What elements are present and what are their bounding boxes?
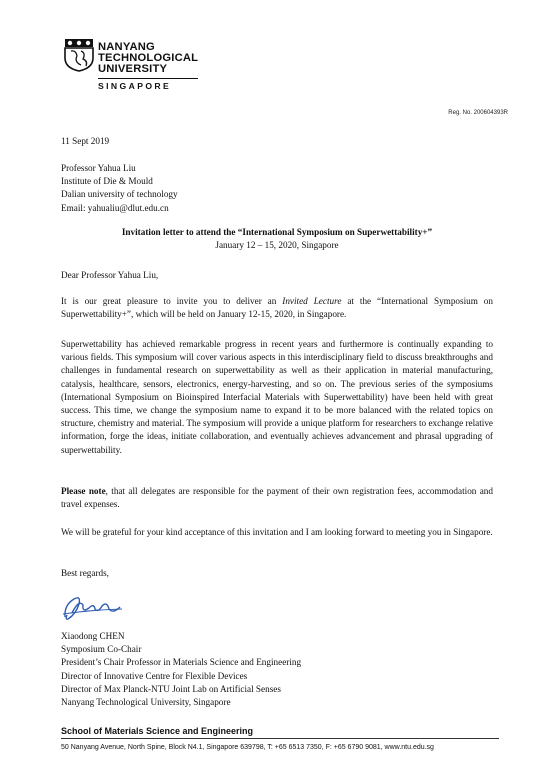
recipient-institute: Institute of Die & Mould: [61, 176, 153, 187]
footer-address: 50 Nanyang Avenue, North Spine, Block N4.1, Singapore 639798, T: +65 6513 7350, F: +65 6790 9081, www.ntu.edu.sg: [61, 744, 434, 751]
university-name-line1: NANYANG: [98, 41, 155, 53]
letter-title-dates: January 12 – 15, 2020, Singapore: [215, 240, 339, 251]
letter-title: [61, 226, 493, 252]
please-note-label: Please note: [61, 486, 106, 496]
paragraph-symposium-description: Superwettability has achieved remarkable progress in recent years and furthermore is continually expanding to various fields. This symposium will cover various aspects in this interdisciplinary field to discuss breakthroughs and challenges in fundamental research on superwettability as well as their application in material manufacturing, catalysis, healthcare, sensors, electronics, energy-harvesting, and so on. The previous series of the symposiums (International Symposium on Bioinspired Interfacial Materials with Superwettability) have been held with great success. This time, we change the symposium name to expand it to be more balanced with the related topics on structure, chemistry and material. The symposium will provide a unique platform for researchers to exchange relative information, forge the ideas, initiate collaboration, and eventually achieves advancement and phrasal upgrading of superwettability.: [61, 339, 493, 455]
letter-date: 11 Sept 2019: [61, 136, 110, 146]
paragraph-note-text: , that all delegates are responsible for the payment of their own registration fees, accommodation and travel expenses.: [61, 486, 493, 510]
university-name-line2: TECHNOLOGICAL: [98, 52, 199, 64]
recipient-address: [61, 162, 493, 215]
university-letterhead: [64, 38, 234, 98]
recipient-name: Professor Yahua Liu: [61, 163, 136, 173]
paragraph-invitation-text-before: It is our great pleasure to invite you to deliver an: [61, 296, 283, 306]
footer-school-name: School of Materials Science and Engineering: [61, 726, 254, 736]
signer-role-director-icfd: Director of Innovative Centre for Flexible Devices: [61, 670, 248, 681]
letter-title-main: Invitation letter to attend the “International Symposium on Superwettability+”: [121, 227, 433, 237]
university-country: SINGAPORE: [98, 78, 198, 91]
signer-organization: Nanyang Technological University, Singapore: [61, 697, 231, 708]
signer-block: [61, 630, 493, 709]
recipient-university: Dalian university of technology: [61, 189, 178, 200]
footer-divider: [61, 738, 499, 739]
registration-number: Reg. No. 200604393R: [448, 110, 508, 116]
signer-role-cochair: Symposium Co-Chair: [61, 644, 142, 655]
closing: Best regards,: [61, 568, 109, 578]
signer-role-chair-professor: President’s Chair Professor in Materials Science and Engineering: [61, 657, 302, 668]
paragraph-invitation: [61, 295, 493, 321]
invited-lecture-emphasis: Invited Lecture: [282, 296, 342, 306]
signer-role-director-lab: Director of Max Planck-NTU Joint Lab on Artificial Senses: [61, 683, 281, 694]
paragraph-invitation-text-after: at the “International Symposium on Superwettability+”, which will be held on January 12-15, 2020, in Singapore.: [61, 296, 493, 320]
signer-name: Xiaodong CHEN: [61, 631, 125, 641]
salutation: Dear Professor Yahua Liu,: [61, 270, 159, 280]
recipient-email: Email: yahualiu@dlut.edu.cn: [61, 202, 169, 213]
paragraph-gratitude: We will be grateful for your kind acceptance of this invitation and I am looking forward to meeting you in Singapore.: [61, 527, 493, 537]
university-name-line3: UNIVERSITY: [98, 63, 168, 75]
paragraph-note: [61, 485, 493, 511]
ntu-crest-icon: [64, 38, 94, 72]
handwritten-signature-icon: [62, 592, 124, 622]
